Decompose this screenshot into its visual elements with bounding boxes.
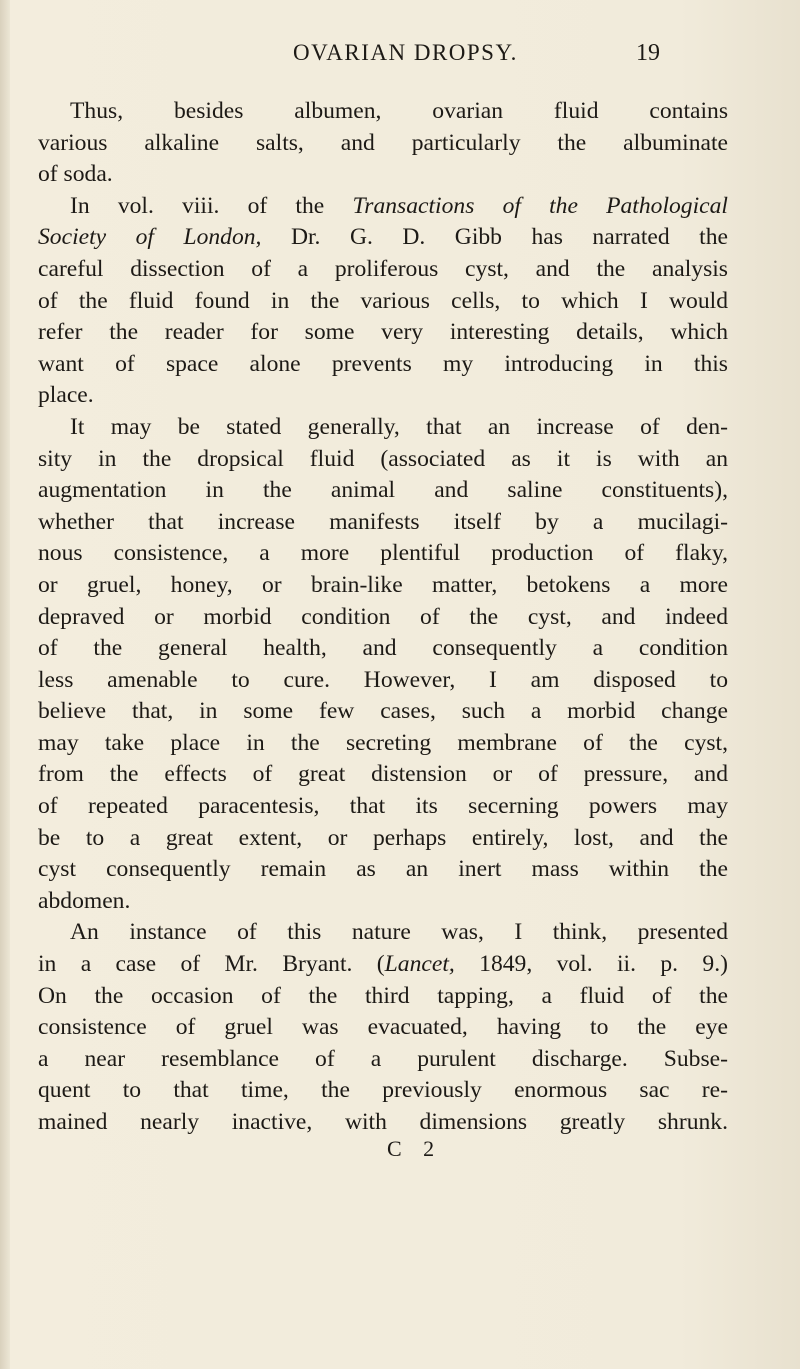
text-line: of soda.	[38, 161, 113, 188]
journal-title: Lancet,	[384, 951, 455, 978]
body-text	[38, 96, 728, 1139]
journal-title: Transactions of the Pathological	[352, 192, 728, 219]
text-line: less amenable to cure. However, I am disposed to	[38, 666, 728, 693]
signature-mark: C 2	[387, 1136, 443, 1161]
text-line: quent to that time, the previously enormous sac re-	[38, 1077, 728, 1104]
running-head	[0, 40, 800, 80]
text-line: of repeated paracentesis, that its secerning powers may	[38, 793, 728, 820]
text-line: mained nearly inactive, with dimensions greatly shrunk.	[38, 1109, 728, 1135]
text-line: depraved or morbid condition of the cyst, and indeed	[38, 603, 728, 630]
text-line: may take place in the secreting membrane of the cyst,	[38, 729, 728, 756]
text-line: refer the reader for some very interesting details, which	[38, 319, 728, 346]
text-line: augmentation in the animal and saline constituents),	[38, 477, 728, 504]
text-fragment: in a case of Mr. Bryant. (	[38, 951, 385, 978]
text-line: place.	[38, 382, 94, 409]
text-line	[38, 949, 728, 981]
text-line: careful dissection of a proliferous cyst, and the analysis	[38, 255, 728, 282]
text-line: of the general health, and consequently a condition	[38, 635, 728, 662]
text-line: a near resemblance of a purulent discharge. Subse-	[38, 1045, 728, 1072]
text-line: It may be stated generally, that an increase of den-	[70, 413, 728, 440]
page-number: 19	[636, 40, 660, 66]
text-line: or gruel, honey, or brain-like matter, betokens a more	[38, 571, 728, 598]
text-line: believe that, in some few cases, such a morbid change	[38, 698, 728, 725]
text-fragment: Dr. G. D. Gibb has narrated the	[261, 224, 728, 251]
journal-title: Society of London,	[38, 224, 262, 251]
text-fragment: 1849, vol. ii. p. 9.)	[454, 951, 728, 978]
running-title: OVARIAN DROPSY.	[293, 40, 518, 65]
text-fragment: In vol. viii. of the	[70, 192, 325, 219]
page-gutter-shadow	[0, 0, 10, 1369]
text-line: want of space alone prevents my introducing in this	[38, 350, 728, 377]
text-line: abdomen.	[38, 887, 131, 914]
text-line: On the occasion of the third tapping, a fluid of the	[38, 982, 728, 1009]
text-line	[38, 191, 728, 223]
text-line: whether that increase manifests itself by a mucilagi-	[38, 508, 728, 535]
text-line: be to a great extent, or perhaps entirely, lost, and the	[38, 824, 728, 851]
text-line: from the effects of great distension or of pressure, and	[38, 761, 728, 788]
text-line: various alkaline salts, and particularly the albuminate	[38, 129, 728, 156]
text-line: An instance of this nature was, I think, presented	[70, 919, 728, 946]
text-line: nous consistence, a more plentiful production of flaky,	[38, 540, 728, 567]
text-line: sity in the dropsical fluid (associated as it is with an	[38, 445, 728, 472]
text-line: of the fluid found in the various cells, to which I would	[38, 287, 728, 314]
text-line	[38, 222, 728, 254]
text-line: consistence of gruel was evacuated, having to the eye	[38, 1014, 728, 1041]
text-line: Thus, besides albumen, ovarian fluid contains	[70, 98, 728, 124]
text-line: cyst consequently remain as an inert mass within the	[38, 856, 728, 883]
